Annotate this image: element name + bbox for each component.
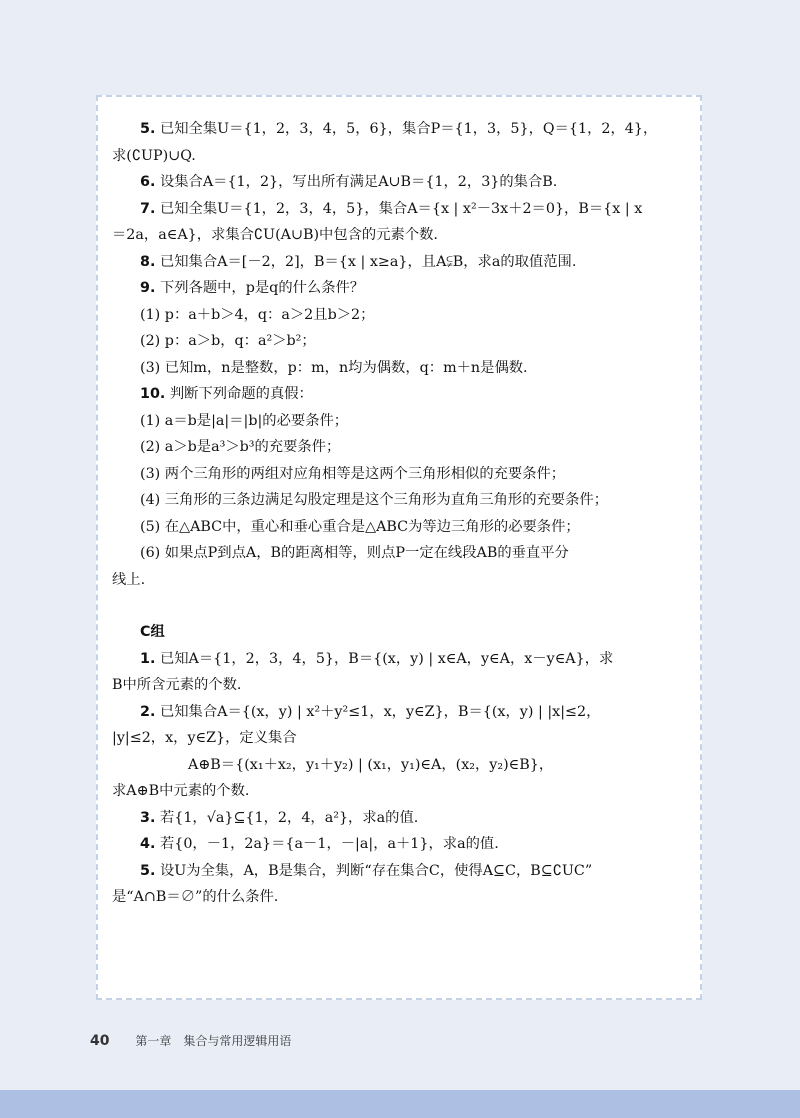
question-c5-line2: 是“A∩B＝∅”的什么条件. xyxy=(112,889,279,905)
question-b9-part1: (1) p：a＋b＞4，q：a＞2且b＞2； xyxy=(140,306,375,323)
question-b6: 6. 设集合A＝{1，2}，写出所有满足A∪B＝{1，2，3}的集合B. xyxy=(140,174,558,190)
question-c2-line1: 2. 已知集合A＝{(x，y) | x²＋y²≤1，x，y∈Z}，B＝{(x，y) | |x|≤2， xyxy=(140,703,601,720)
question-c4: 4. 若{0，－1，2a}＝{a－1，－|a|，a＋1}，求a的值. xyxy=(140,836,499,852)
question-b9-part3: (3) 已知m，n是整数，p：m，n均为偶数，q：m＋n是偶数. xyxy=(140,359,528,376)
question-b7-line2: ＝2a，a∈A}，求集合∁U(A∪B)中包含的元素个数. xyxy=(112,227,438,243)
question-b10-part2: (2) a＞b是a³＞b³的充要条件； xyxy=(140,439,341,455)
question-b10-part6-line2: 线上. xyxy=(112,571,146,588)
question-c5-line1: 5. 设U为全集，A，B是集合，判断“存在集合C，使得A⊆C，B⊆∁UC” xyxy=(140,862,593,879)
question-c1-line1: 1. 已知A＝{1，2，3，4，5}，B＝{(x，y) | x∈A，y∈A，x－y∈A}，求 xyxy=(140,650,614,667)
question-c2-line2: |y|≤2，x，y∈Z}，定义集合 xyxy=(112,730,297,746)
question-b10-part5: (5) 在△ABC中，重心和垂心重合是△ABC为等边三角形的必要条件； xyxy=(140,518,580,535)
question-b9-part2: (2) p：a＞b，q：a²＞b²； xyxy=(140,333,316,349)
question-c2-line4: 求A⊕B中元素的个数. xyxy=(112,783,250,799)
page-footer xyxy=(90,1032,291,1049)
question-c2-formula: A⊕B＝{(x₁＋x₂，y₁＋y₂) | (x₁，y₁)∈A，(x₂，y₂)∈B}， xyxy=(188,756,554,773)
question-b5-line1: 5. 已知全集U＝{1，2，3，4，5，6}，集合P＝{1，3，5}，Q＝{1，2，4}， xyxy=(140,121,658,137)
question-b8: 8. 已知集合A＝[－2，2]，B＝{x | x≥a}，且A⫋B，求a的取值范围. xyxy=(140,253,577,270)
exercise-content xyxy=(112,116,690,911)
question-c3: 3. 若{1，√a}⊆{1，2，4，a²}，求a的值. xyxy=(140,809,419,826)
question-b5-line2: 求(∁UP)∪Q. xyxy=(112,147,196,164)
question-b9: 9. 下列各题中，p是q的什么条件？ xyxy=(140,280,365,296)
question-c1-line2: B中所含元素的个数. xyxy=(112,677,242,693)
page-number: 40 xyxy=(90,1033,110,1049)
question-b10-part4: (4) 三角形的三条边满足勾股定理是这个三角形为直角三角形的充要条件； xyxy=(140,492,608,508)
question-b10-part1: (1) a＝b是|a|＝|b|的必要条件； xyxy=(140,412,349,429)
section-c-heading: C组 xyxy=(140,624,165,640)
question-b10: 10. 判断下列命题的真假： xyxy=(140,386,313,402)
chapter-title: 第一章 集合与常用逻辑用语 xyxy=(135,1034,292,1048)
question-b7-line1: 7. 已知全集U＝{1，2，3，4，5}，集合A＝{x | x²－3x＋2＝0}，B＝{x | x xyxy=(140,200,643,217)
bottom-band xyxy=(0,1090,800,1118)
question-b10-part3: (3) 两个三角形的两组对应角相等是这两个三角形相似的充要条件； xyxy=(140,465,566,482)
question-b10-part6-line1: (6) 如果点P到点A，B的距离相等，则点P一定在线段AB的垂直平分 xyxy=(140,545,569,561)
